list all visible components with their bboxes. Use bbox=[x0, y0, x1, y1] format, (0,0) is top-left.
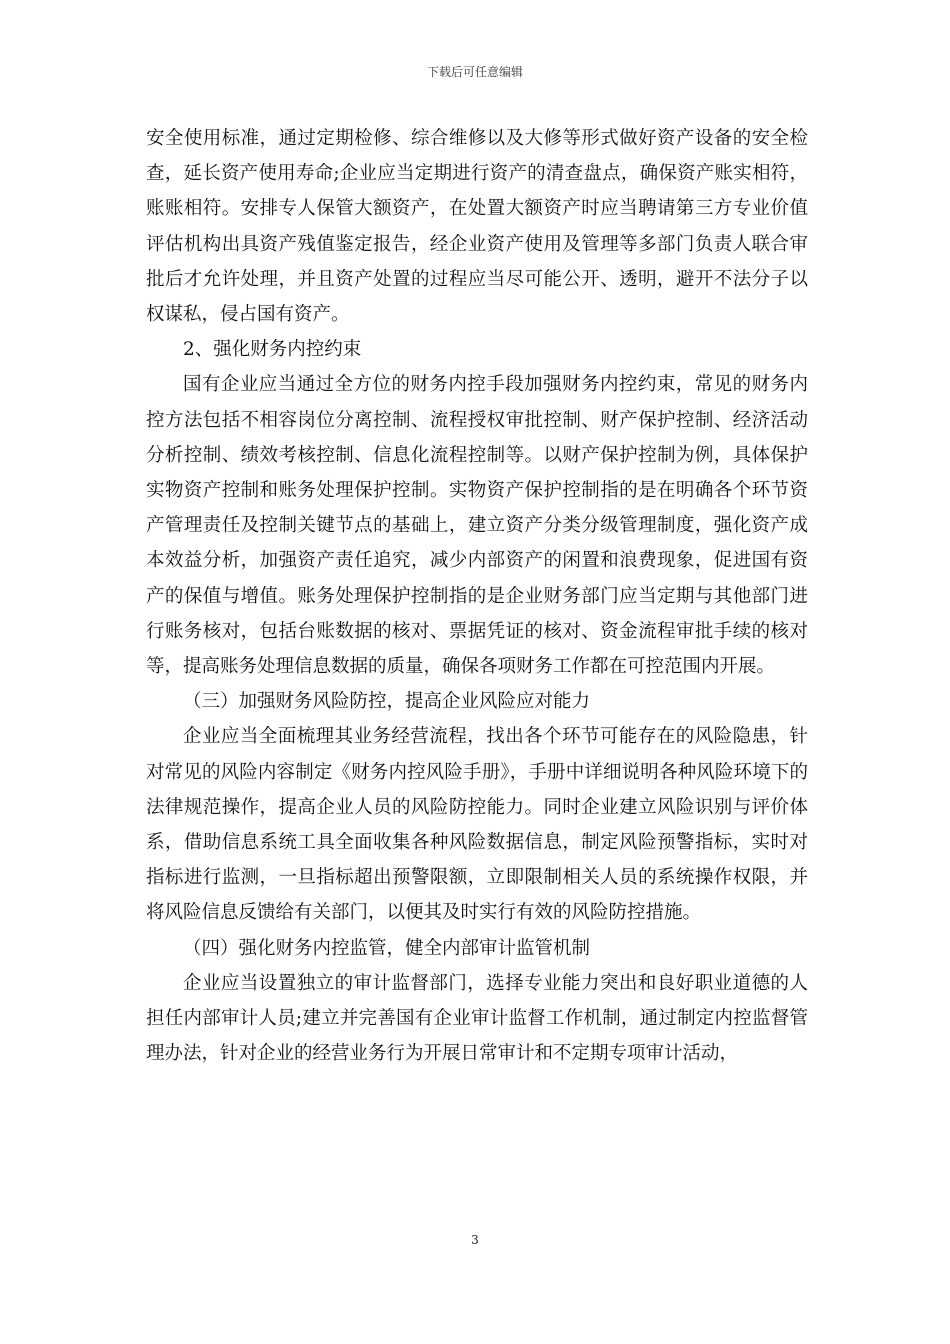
section-heading-risk-control: （三）加强财务风险防控，提高企业风险应对能力 bbox=[183, 691, 591, 713]
paragraph-risk-control: 企业应当全面梳理其业务经营流程，找出各个环节可能存在的风险隐患，针对常见的风险内容制定《财务内控风险手册》，手册中详细说明各种风险环境下的法律规范操作，提高企业人员的风险防控能力。同时企业建立风险识别与评价体系，借助信息系统工具全面收集各种风险数据信息，制定风险预警指标，实时对指标进行监测，一旦指标超出预警限额，立即限制相关人员的系统操作权限，并将风险信息反馈给有关部门，以便其及时实行有效的风险防控措施。 bbox=[146, 726, 808, 924]
page-number: 3 bbox=[471, 1233, 479, 1247]
section-heading-internal-audit: （四）强化财务内控监管，健全内部审计监管机制 bbox=[183, 937, 591, 959]
document-body bbox=[146, 121, 808, 1071]
paragraph-asset-safety: 安全使用标准，通过定期检修、综合维修以及大修等形式做好资产设备的安全检查，延长资产使用寿命;企业应当定期进行资产的清查盘点，确保资产账实相符，账账相符。安排专人保管大额资产，在处置大额资产时应当聘请第三方专业价值评估机构出具资产残值鉴定报告，经企业资产使用及管理等多部门负责人联合审批后才允许处理，并且资产处置的过程应当尽可能公开、透明，避开不法分子以权谋私，侵占国有资产。 bbox=[146, 128, 808, 326]
paragraph-financial-control: 国有企业应当通过全方位的财务内控手段加强财务内控约束，常见的财务内控方法包括不相容岗位分离控制、流程授权审批控制、财产保护控制、经济活动分析控制、绩效考核控制、信息化流程控制等。以财产保护控制为例，具体保护实物资产控制和账务处理保护控制。实物资产保护控制指的是在明确各个环节资产管理责任及控制关键节点的基础上，建立资产分类分级管理制度，强化资产成本效益分析，加强资产责任追究，减少内部资产的闲置和浪费现象，促进国有资产的保值与增值。账务处理保护控制指的是企业财务部门应当定期与其他部门进行账务核对，包括台账数据的核对、票据凭证的核对、资金流程审批手续的核对等，提高账务处理信息数据的质量，确保各项财务工作都在可控范围内开展。 bbox=[146, 374, 808, 678]
page-header: 下载后可任意编辑 bbox=[426, 65, 523, 79]
paragraph-internal-audit: 企业应当设置独立的审计监督部门，选择专业能力突出和良好职业道德的人担任内部审计人员;建立并完善国有企业审计监督工作机制，通过制定内控监督管理办法，针对企业的经营业务行为开展日常审计和不定期专项审计活动， bbox=[146, 972, 808, 1065]
subheading-financial-control: 2、强化财务内控约束 bbox=[183, 339, 362, 361]
